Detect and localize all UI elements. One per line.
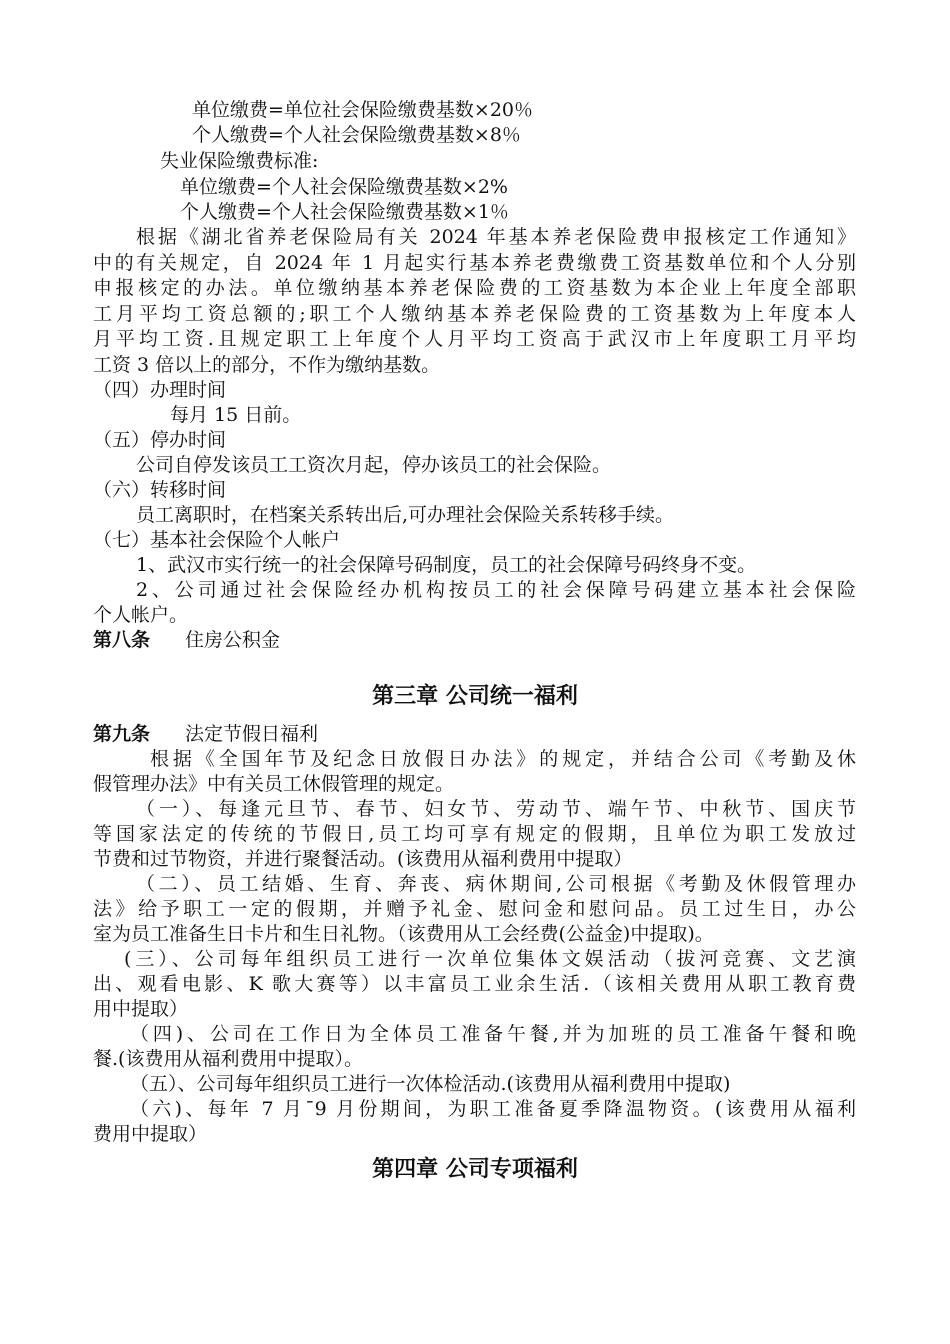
paragraph-line: （六)、每年 7 月¯9 月份期间，为职工准备夏季降温物资。(该费用从福利 [130, 1098, 856, 1120]
paragraph-line: 法》给予职工一定的假期，并赠予礼金、慰问金和慰问品。员工过生日，办公 [93, 898, 856, 920]
paragraph-line: 2、公司通过社会保险经办机构按员工的社会保障号码建立基本社会保险 [136, 579, 856, 601]
article-number: 第八条 [93, 629, 151, 651]
article-title: 法定节假日福利 [185, 723, 319, 745]
paragraph-line: 工资 3 倍以上的部分，不作为缴纳基数。 [93, 354, 441, 376]
paragraph-line: （五）、公司每年组织员工进行一次体检活动.(该费用从福利费用中提取) [130, 1073, 731, 1095]
text-line: 员工离职时，在档案关系转出后,可办理社会保险关系转移手续。 [136, 504, 675, 526]
chapter-heading: 第三章 公司统一福利 [372, 684, 578, 709]
article-9 [93, 722, 318, 746]
paragraph-line: （一）、每逢元旦节、春节、妇女节、劳动节、端午节、中秋节、国庆节 [136, 798, 856, 820]
section-heading: （七）基本社会保险个人帐户 [93, 529, 341, 551]
paragraph-line: 根据《湖北省养老保险局有关 2024 年基本养老保险费申报核定工作通知》 [136, 226, 856, 248]
paragraph-line: 用中提取） [93, 998, 189, 1020]
paragraph-line: 根据《全国年节及纪念日放假日办法》的规定，并结合公司《考勤及休 [150, 748, 856, 770]
text-line: 单位缴费=个人社会保险缴费基数×2% [180, 176, 508, 198]
paragraph-line: （二）、员工结婚、生育、奔丧、病休期间,公司根据《考勤及休假管理办 [136, 873, 856, 895]
text-line: 失业保险缴费标准: [160, 150, 319, 172]
paragraph-line: 费用中提取） [93, 1123, 208, 1145]
paragraph-line: 出、观看电影、K 歌大赛等）以丰富员工业余生活.（该相关费用从职工教育费 [93, 973, 856, 995]
paragraph-line: 中的有关规定，自 2024 年 1 月起实行基本养老费缴费工资基数单位和个人分别 [93, 252, 856, 274]
paragraph-line: 申报核定的办法。单位缴纳基本养老保险费的工资基数为本企业上年度全部职 [93, 277, 856, 299]
paragraph-line: 个人帐户。 [93, 604, 189, 626]
chapter-heading: 第四章 公司专项福利 [372, 1157, 578, 1182]
paragraph-line: 餐.(该费用从福利费用中提取）。 [93, 1048, 363, 1070]
text-line: 每月 15 日前。 [170, 404, 302, 426]
text-line: 个人缴费=个人社会保险缴费基数×8％ [192, 124, 521, 146]
text-line: 公司自停发该员工工资次月起，停办该员工的社会保险。 [136, 454, 612, 476]
section-heading: （五）停办时间 [93, 429, 227, 451]
text-line: 单位缴费=单位社会保险缴费基数×20％ [192, 99, 534, 121]
article-title: 住房公积金 [185, 629, 281, 651]
paragraph-line: 假管理办法》中有关员工休假管理的规定。 [93, 773, 455, 795]
paragraph-line: (三）、公司每年组织员工进行一次单位集体文娱活动（拔河竞赛、文艺演 [124, 948, 856, 970]
paragraph-line: （四)、公司在工作日为全体员工准备午餐,并为加班的员工准备午餐和晚 [130, 1023, 856, 1045]
section-heading: （六）转移时间 [93, 479, 227, 501]
paragraph-line: 工月平均工资总额的;职工个人缴纳基本养老保险费的工资基数为上年度本人 [93, 303, 856, 325]
paragraph-line: 等国家法定的传统的节假日,员工均可享有规定的假期，且单位为职工发放过 [93, 823, 856, 845]
text-line: 1、武汉市实行统一的社会保障号码制度，员工的社会保障号码终身不变。 [136, 554, 757, 576]
paragraph-line: 室为员工准备生日卡片和生日礼物。（该费用从工会经费(公益金)中提取)。 [93, 923, 714, 945]
paragraph-line: 节费和过节物资，并进行聚餐活动。(该费用从福利费用中提取） [93, 848, 633, 870]
paragraph-line: 月平均工资.且规定职工上年度个人月平均工资高于武汉市上年度职工月平均 [93, 328, 856, 350]
article-number: 第九条 [93, 723, 151, 745]
section-heading: （四）办理时间 [93, 379, 227, 401]
article-8 [93, 628, 280, 652]
text-line: 个人缴费=个人社会保险缴费基数×1％ [180, 201, 509, 223]
